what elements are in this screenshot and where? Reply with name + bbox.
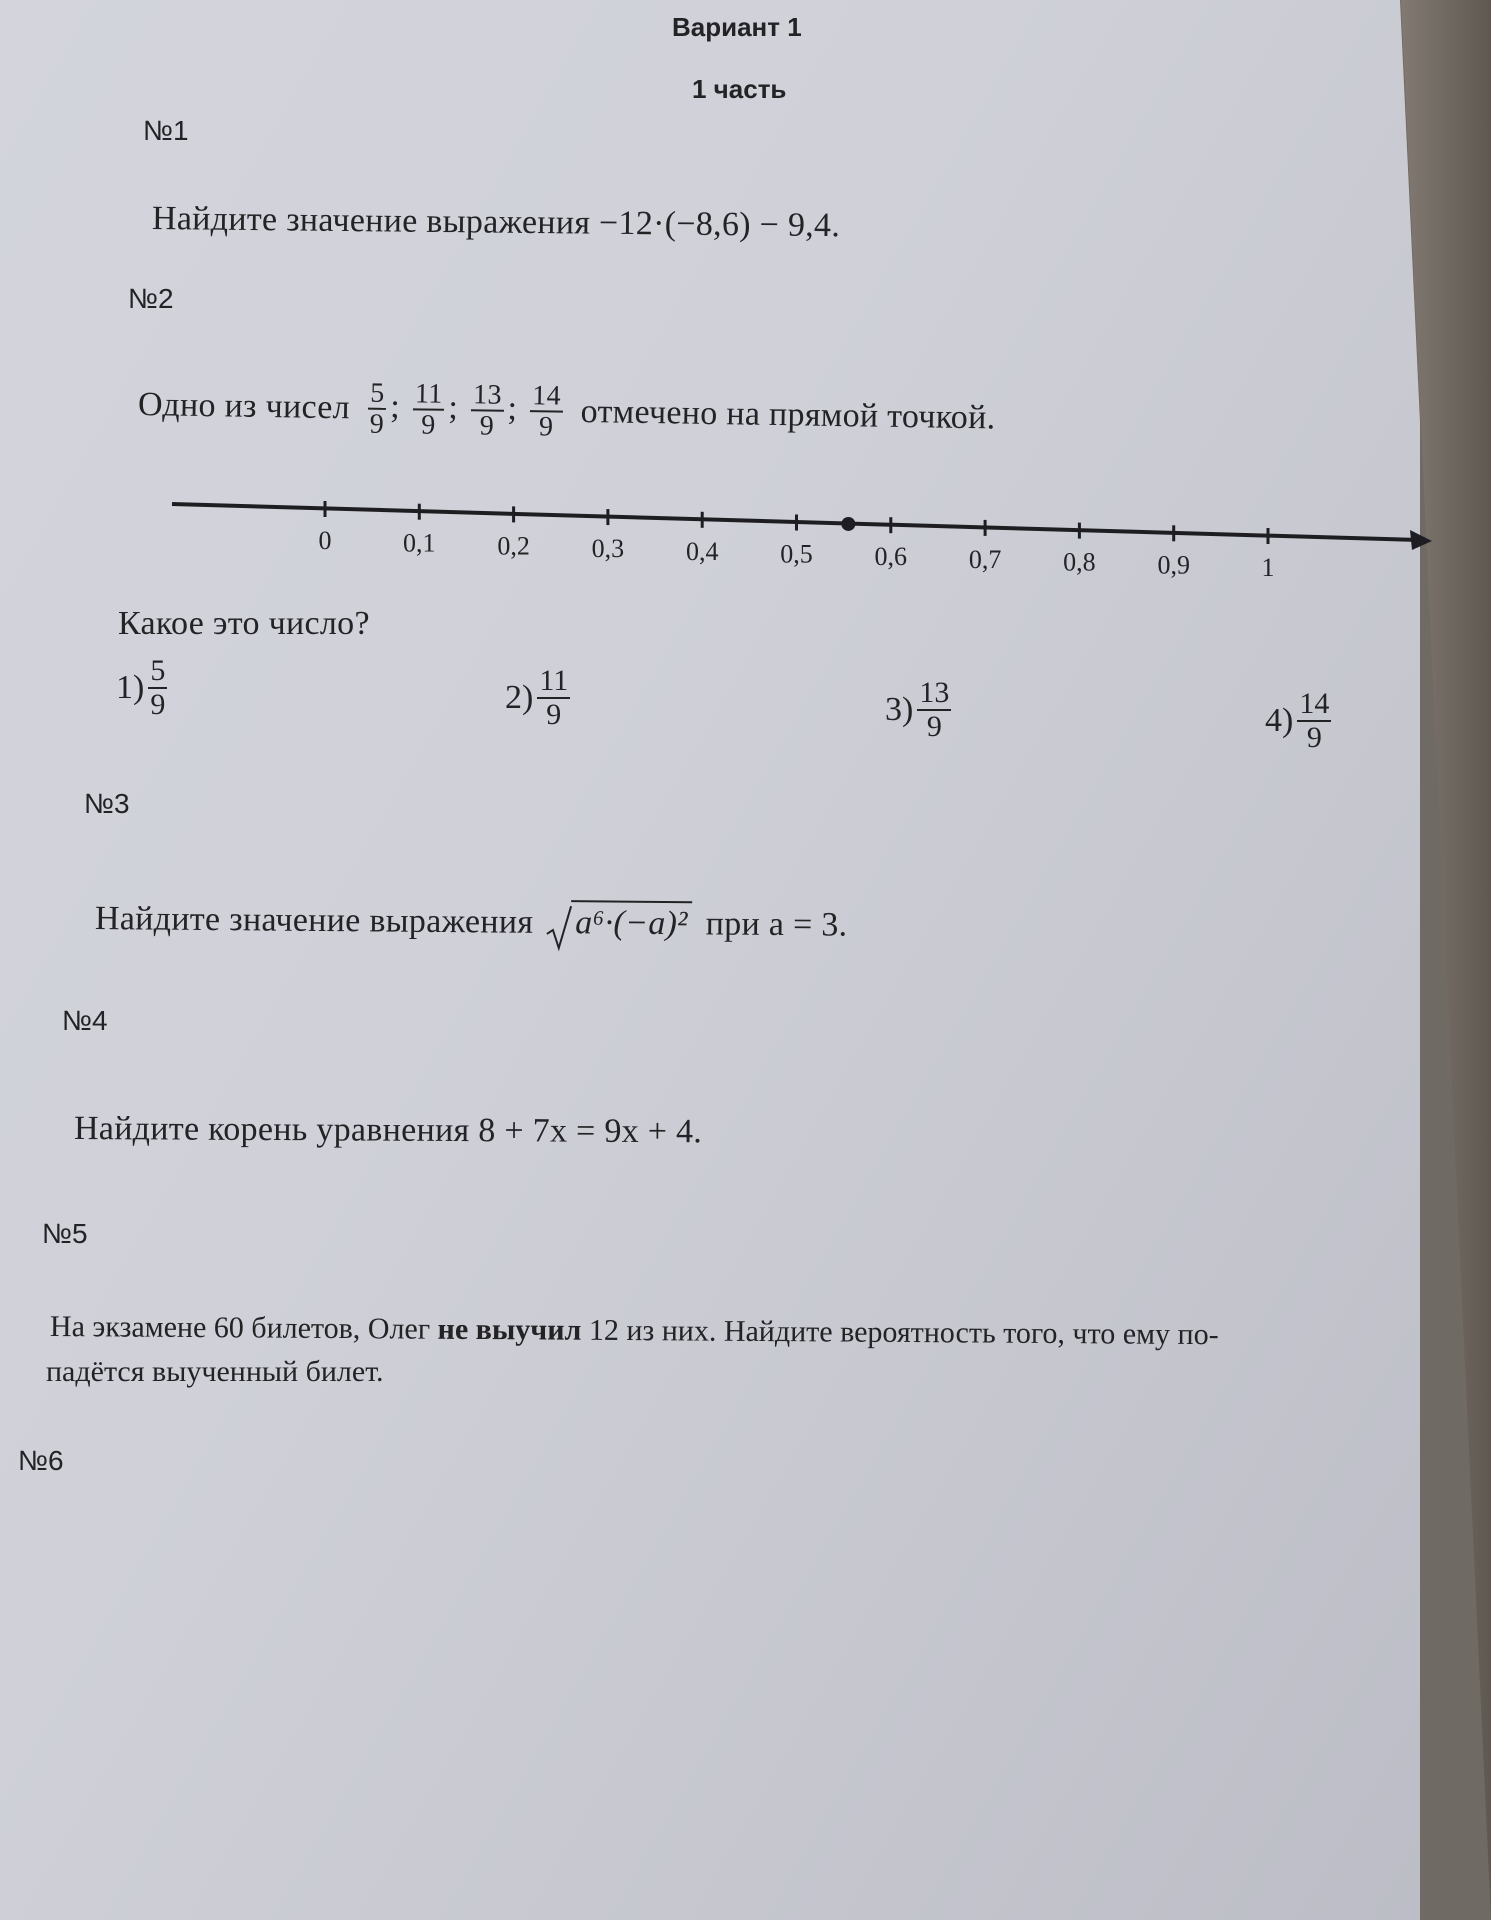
option-label: 3) bbox=[885, 690, 914, 728]
task-number-4: №4 bbox=[62, 1005, 108, 1036]
option-label: 1) bbox=[116, 668, 145, 706]
option-2 bbox=[505, 665, 574, 730]
tick-label: 0,2 bbox=[497, 531, 530, 561]
tick-label: 0,1 bbox=[403, 528, 436, 558]
task-3-text-before: Найдите значение выражения bbox=[94, 900, 534, 941]
task-5-text-b: 12 из них. Найдите вероятность того, что ему по- bbox=[581, 1313, 1219, 1352]
task-2-question: Какое это число? bbox=[118, 605, 370, 642]
tick-label: 0,8 bbox=[1063, 547, 1096, 577]
variant-title: Вариант 1 bbox=[672, 12, 802, 42]
fraction: $\frac{14}{9}$ bbox=[530, 381, 564, 442]
task-number-2: №2 bbox=[128, 283, 174, 314]
task-2-text-after: отмечено на прямой точкой. bbox=[580, 393, 996, 437]
fraction: $\frac{11}{9}$ bbox=[412, 379, 445, 440]
option-fraction: $\frac{14}{9}$ bbox=[1299, 687, 1330, 754]
tick-label: 0 bbox=[318, 526, 332, 555]
task-5-text-a: На экзамене 60 билетов, Олег bbox=[49, 1310, 438, 1346]
option-1 bbox=[116, 655, 171, 720]
tick-label: 0,5 bbox=[780, 539, 813, 569]
task-1-text: Найдите значение выражения −12·(−8,6) − 9,4. bbox=[151, 200, 841, 245]
option-fraction: $\frac{5}{9}$ bbox=[150, 654, 166, 721]
option-label: 2) bbox=[505, 678, 534, 716]
fraction: $\frac{5}{9}$ bbox=[369, 377, 385, 441]
part-title: 1 часть bbox=[692, 74, 787, 104]
marked-point bbox=[841, 517, 855, 531]
square-root-expression bbox=[545, 904, 692, 943]
task-number-6: №6 bbox=[18, 1445, 64, 1476]
tick-label: 1 bbox=[1261, 553, 1275, 582]
tick-label: 0,7 bbox=[968, 544, 1002, 574]
task-number-3: №3 bbox=[84, 788, 130, 819]
number-line bbox=[0, 480, 1440, 590]
task-4-text: Найдите корень уравнения 8 + 7x = 9x + 4. bbox=[73, 1110, 703, 1151]
option-3 bbox=[885, 677, 955, 742]
tick-label: 0,4 bbox=[685, 536, 719, 566]
option-fraction: $\frac{11}{9}$ bbox=[539, 664, 569, 731]
tick-label: 0,3 bbox=[591, 534, 625, 564]
option-4 bbox=[1265, 688, 1335, 753]
radical-sign-icon bbox=[545, 904, 573, 952]
number-line-arrow bbox=[1410, 530, 1432, 550]
task-5-line-2: падётся выученный билет. bbox=[46, 1355, 384, 1388]
task-3-statement bbox=[95, 900, 848, 945]
tick-label: 0,6 bbox=[874, 542, 908, 572]
tick-label: 0,9 bbox=[1157, 550, 1190, 580]
option-fraction: $\frac{13}{9}$ bbox=[919, 676, 950, 743]
fraction-list: $\frac{5}{9}$ ; $\frac{11}{9}$ ; $\frac{13}{9}$ ; $\frac{14}{9}$ bbox=[369, 377, 562, 443]
task-2-text-before: Одно из чисел bbox=[137, 386, 351, 427]
option-label: 4) bbox=[1265, 701, 1294, 739]
fraction: $\frac{13}{9}$ bbox=[470, 380, 504, 441]
task-number-1: №1 bbox=[143, 115, 189, 146]
task-5-bold: не выучил bbox=[437, 1312, 582, 1347]
task-3-text-after: при a = 3. bbox=[705, 905, 848, 944]
radicand: a⁶·(−a)² bbox=[571, 900, 692, 942]
task-number-5: №5 bbox=[42, 1218, 88, 1249]
